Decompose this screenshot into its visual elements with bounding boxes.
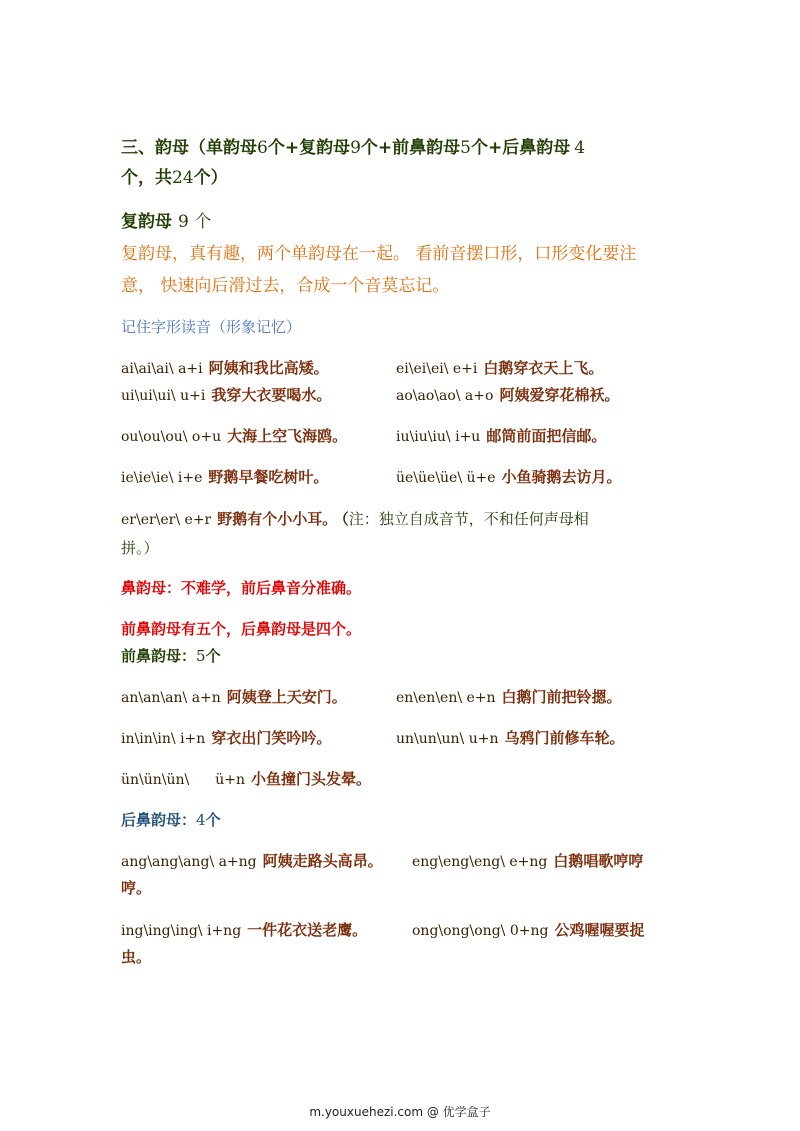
list-item	[121, 727, 331, 748]
title-text: 个）	[193, 168, 228, 188]
pinyin: eng\eng\eng\ e+ng	[412, 854, 548, 870]
list-item	[121, 466, 328, 487]
nasal-count-rhyme: 前鼻韵母有五个，后鼻韵母是四个。	[121, 620, 362, 638]
example-sentence: 阿姨走路头高昂。	[262, 852, 383, 870]
example-sentence: 阿姨爱穿花棉袄。	[499, 386, 620, 404]
usage-note-line2: 拼。）	[121, 539, 159, 557]
title-text: 个+后鼻韵母	[470, 138, 571, 158]
pinyin: ing\ing\ing\ i+ng	[121, 923, 242, 939]
usage-note: 注：独立自成音节，不和任何声母相	[348, 510, 589, 528]
pinyin: ui\ui\ui\ u+i	[121, 388, 206, 404]
example-sentence: 白鹅唱歌哼哼	[553, 852, 644, 870]
example-sentence: 大海上空飞海鸥。	[227, 427, 348, 445]
example-sentence: 野鹅有个小小耳。	[217, 510, 338, 528]
example-sentence: 小鱼骑鹅去访月。	[501, 468, 622, 486]
heading-count: 5	[196, 647, 206, 665]
compound-finals-heading	[121, 207, 211, 232]
pinyin: ai\ai\ai\ a+i	[121, 361, 203, 377]
example-sentence: 乌鸦门前修车轮。	[504, 729, 625, 747]
heading-count: 4	[196, 811, 206, 829]
count-monophthong: 6	[257, 138, 268, 158]
pinyin: ün\ün\ün\	[121, 772, 190, 788]
pinyin: ie\ie\ie\ i+e	[121, 470, 203, 486]
example-sentence: 白鹅门前把铃摁。	[501, 688, 622, 706]
front-nasal-heading	[121, 645, 221, 666]
list-item	[121, 686, 347, 707]
example-sentence-wrap: 虫。	[121, 948, 152, 966]
list-item	[412, 850, 643, 871]
title-text: 三、韵母（单韵母	[121, 138, 257, 158]
pinyin: ao\ao\ao\ a+o	[396, 388, 494, 404]
example-sentence: 我穿大衣要喝水。	[211, 386, 332, 404]
example-sentence-wrap: 哼。	[121, 879, 152, 897]
list-item	[121, 768, 371, 789]
list-item	[396, 357, 603, 378]
pinyin: in\in\in\ i+n	[121, 731, 206, 747]
nasal-rhyme: 鼻韵母：不难学，前后鼻音分准确。	[121, 579, 362, 597]
list-item	[396, 425, 606, 446]
title-text: 个+复韵母	[267, 138, 351, 158]
pinyin: er\er\er\ e+r	[121, 512, 212, 528]
list-item	[396, 727, 624, 748]
count-compound: 9	[350, 138, 361, 158]
note-bracket: （	[341, 510, 349, 528]
count-back-nasal: 4	[574, 138, 586, 158]
count-total: 24	[172, 168, 194, 188]
pinyin: üe\üe\üe\ ü+e	[396, 470, 496, 486]
count-front-nasal: 5	[460, 138, 471, 158]
page-footer: m.youxuehezi.com @ 优学盒子	[309, 1105, 491, 1119]
list-item	[412, 919, 644, 940]
list-item	[396, 384, 619, 405]
section-title-line2	[121, 163, 228, 193]
pinyin-composition: ü+n	[215, 772, 246, 788]
pinyin: iu\iu\iu\ i+u	[396, 429, 481, 445]
back-nasal-heading	[121, 809, 221, 830]
rhyme-line-1: 复韵母，真有趣，两个单韵母在一起。 看前音摆口形，口形变化要注	[121, 244, 637, 264]
pinyin: an\an\an\ a+n	[121, 690, 221, 706]
example-sentence: 邮筒前面把信邮。	[486, 427, 607, 445]
rhyme-line-2: 意， 快速向后滑过去，合成一个音莫忘记。	[121, 276, 450, 296]
list-item	[121, 919, 367, 940]
heading-unit: 个	[205, 811, 221, 829]
list-item	[121, 425, 347, 446]
heading-unit: 个	[205, 647, 221, 665]
heading-label: 前鼻韵母：	[121, 647, 197, 665]
list-item	[121, 384, 331, 405]
example-sentence: 一件花衣送老鹰。	[247, 921, 368, 939]
memory-note: 记住字形读音（形象记忆）	[121, 318, 302, 336]
example-sentence: 野鹅早餐吃树叶。	[208, 468, 329, 486]
pinyin: ang\ang\ang\ a+ng	[121, 854, 257, 870]
example-sentence: 阿姨和我比高矮。	[208, 359, 329, 377]
heading-label: 后鼻韵母：	[121, 811, 197, 829]
list-item	[396, 466, 622, 487]
list-item	[121, 357, 329, 378]
example-sentence: 穿衣出门笑吟吟。	[211, 729, 332, 747]
list-item-er	[121, 508, 589, 529]
example-sentence: 阿姨登上天安门。	[226, 688, 347, 706]
list-item	[121, 850, 383, 871]
pinyin: en\en\en\ e+n	[396, 690, 496, 706]
example-sentence: 白鹅穿衣天上飞。	[483, 359, 604, 377]
pinyin: ong\ong\ong\ 0+ng	[412, 923, 549, 939]
section-title	[121, 133, 585, 163]
list-item	[396, 686, 622, 707]
pinyin: un\un\un\ u+n	[396, 731, 499, 747]
pinyin: ei\ei\ei\ e+i	[396, 361, 478, 377]
heading-count: 9 个	[178, 212, 212, 232]
example-sentence: 小鱼撞门头发晕。	[251, 770, 372, 788]
title-text: 个，共	[121, 168, 172, 188]
example-sentence: 公鸡喔喔要捉	[554, 921, 645, 939]
pinyin: ou\ou\ou\ o+u	[121, 429, 222, 445]
title-text: 个+前鼻韵母	[360, 138, 461, 158]
heading-label: 复韵母	[121, 212, 172, 232]
